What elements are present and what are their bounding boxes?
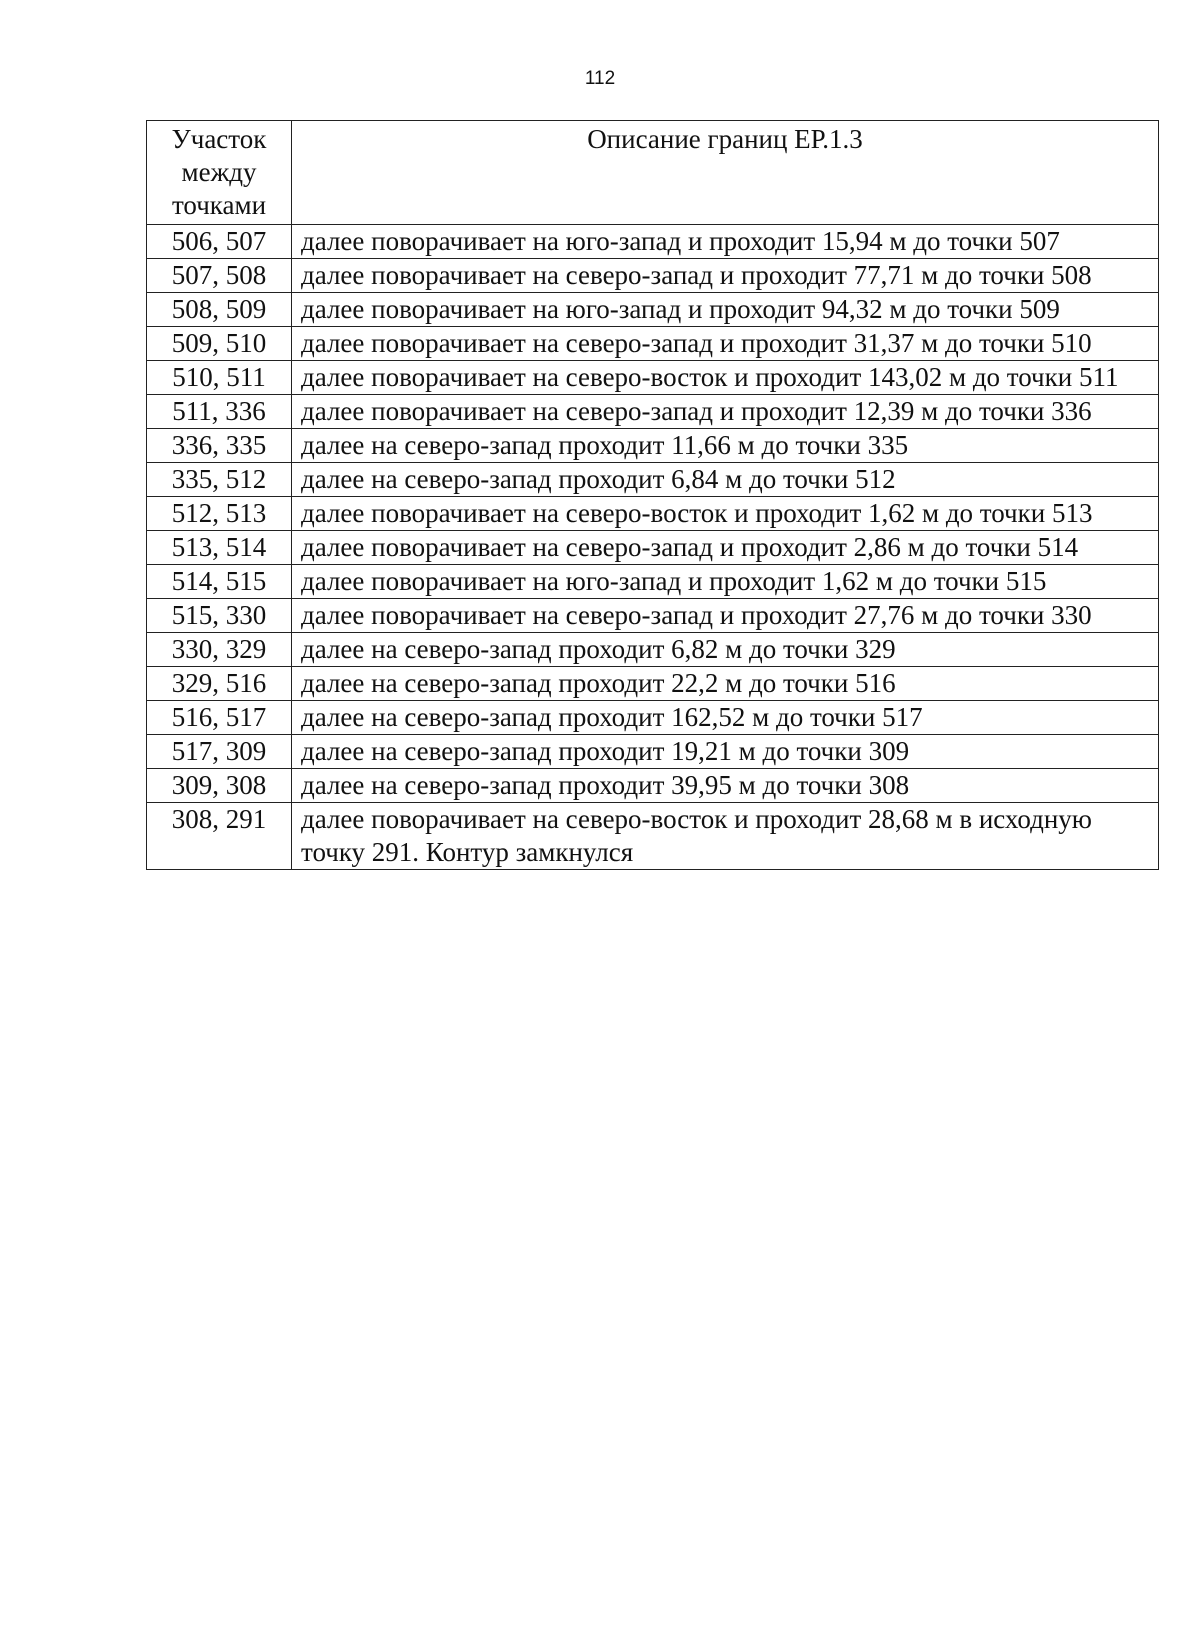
description-cell: далее поворачивает на северо-восток и проходит 143,02 м до точки 511 (292, 361, 1159, 395)
segment-cell: 309, 308 (147, 769, 292, 803)
table-body (147, 225, 1159, 870)
description-cell: далее на северо-запад проходит 19,21 м до точки 309 (292, 735, 1159, 769)
segment-cell: 515, 330 (147, 599, 292, 633)
description-cell: далее поворачивает на северо-восток и проходит 1,62 м до точки 513 (292, 497, 1159, 531)
segment-cell: 509, 510 (147, 327, 292, 361)
segment-cell: 512, 513 (147, 497, 292, 531)
table-row (147, 293, 1159, 327)
segment-cell: 330, 329 (147, 633, 292, 667)
table-row (147, 429, 1159, 463)
description-cell: далее поворачивает на северо-запад и проходит 12,39 м до точки 336 (292, 395, 1159, 429)
table-row (147, 565, 1159, 599)
description-cell: далее поворачивает на северо-запад и проходит 31,37 м до точки 510 (292, 327, 1159, 361)
segment-cell: 335, 512 (147, 463, 292, 497)
segment-cell: 329, 516 (147, 667, 292, 701)
segment-cell: 517, 309 (147, 735, 292, 769)
table-row (147, 395, 1159, 429)
description-cell: далее поворачивает на северо-запад и проходит 27,76 м до точки 330 (292, 599, 1159, 633)
table-row (147, 735, 1159, 769)
segment-cell: 508, 509 (147, 293, 292, 327)
segment-cell: 516, 517 (147, 701, 292, 735)
description-cell: далее поворачивает на северо-запад и проходит 2,86 м до точки 514 (292, 531, 1159, 565)
description-cell: далее на северо-запад проходит 162,52 м до точки 517 (292, 701, 1159, 735)
table-row (147, 361, 1159, 395)
description-cell: далее поворачивает на юго-запад и проходит 94,32 м до точки 509 (292, 293, 1159, 327)
table-row (147, 769, 1159, 803)
table-row (147, 701, 1159, 735)
table-row (147, 667, 1159, 701)
table-row (147, 803, 1159, 870)
boundary-description-table (146, 120, 1159, 870)
segment-column-header: Участок между точками (147, 121, 292, 225)
description-cell: далее на северо-запад проходит 11,66 м до точки 335 (292, 429, 1159, 463)
description-cell: далее на северо-запад проходит 6,82 м до точки 329 (292, 633, 1159, 667)
table-row (147, 531, 1159, 565)
description-cell: далее на северо-запад проходит 39,95 м до точки 308 (292, 769, 1159, 803)
segment-cell: 511, 336 (147, 395, 292, 429)
segment-cell: 507, 508 (147, 259, 292, 293)
table-row (147, 327, 1159, 361)
segment-cell: 513, 514 (147, 531, 292, 565)
table-header-row (147, 121, 1159, 225)
segment-cell: 336, 335 (147, 429, 292, 463)
segment-cell: 506, 507 (147, 225, 292, 259)
segment-cell: 514, 515 (147, 565, 292, 599)
segment-cell: 510, 511 (147, 361, 292, 395)
description-column-header: Описание границ ЕР.1.3 (292, 121, 1159, 225)
description-cell: далее поворачивает на юго-запад и проходит 15,94 м до точки 507 (292, 225, 1159, 259)
table-row (147, 463, 1159, 497)
table-row (147, 497, 1159, 531)
description-cell: далее поворачивает на северо-восток и проходит 28,68 м в исходную точку 291. Контур замкнулся (292, 803, 1159, 870)
description-cell: далее на северо-запад проходит 22,2 м до точки 516 (292, 667, 1159, 701)
description-cell: далее поворачивает на северо-запад и проходит 77,71 м до точки 508 (292, 259, 1159, 293)
page-number: 112 (584, 68, 616, 89)
description-cell: далее поворачивает на юго-запад и проходит 1,62 м до точки 515 (292, 565, 1159, 599)
table-row (147, 599, 1159, 633)
description-cell: далее на северо-запад проходит 6,84 м до точки 512 (292, 463, 1159, 497)
table-row (147, 225, 1159, 259)
table-row (147, 633, 1159, 667)
segment-cell: 308, 291 (147, 803, 292, 870)
table-row (147, 259, 1159, 293)
